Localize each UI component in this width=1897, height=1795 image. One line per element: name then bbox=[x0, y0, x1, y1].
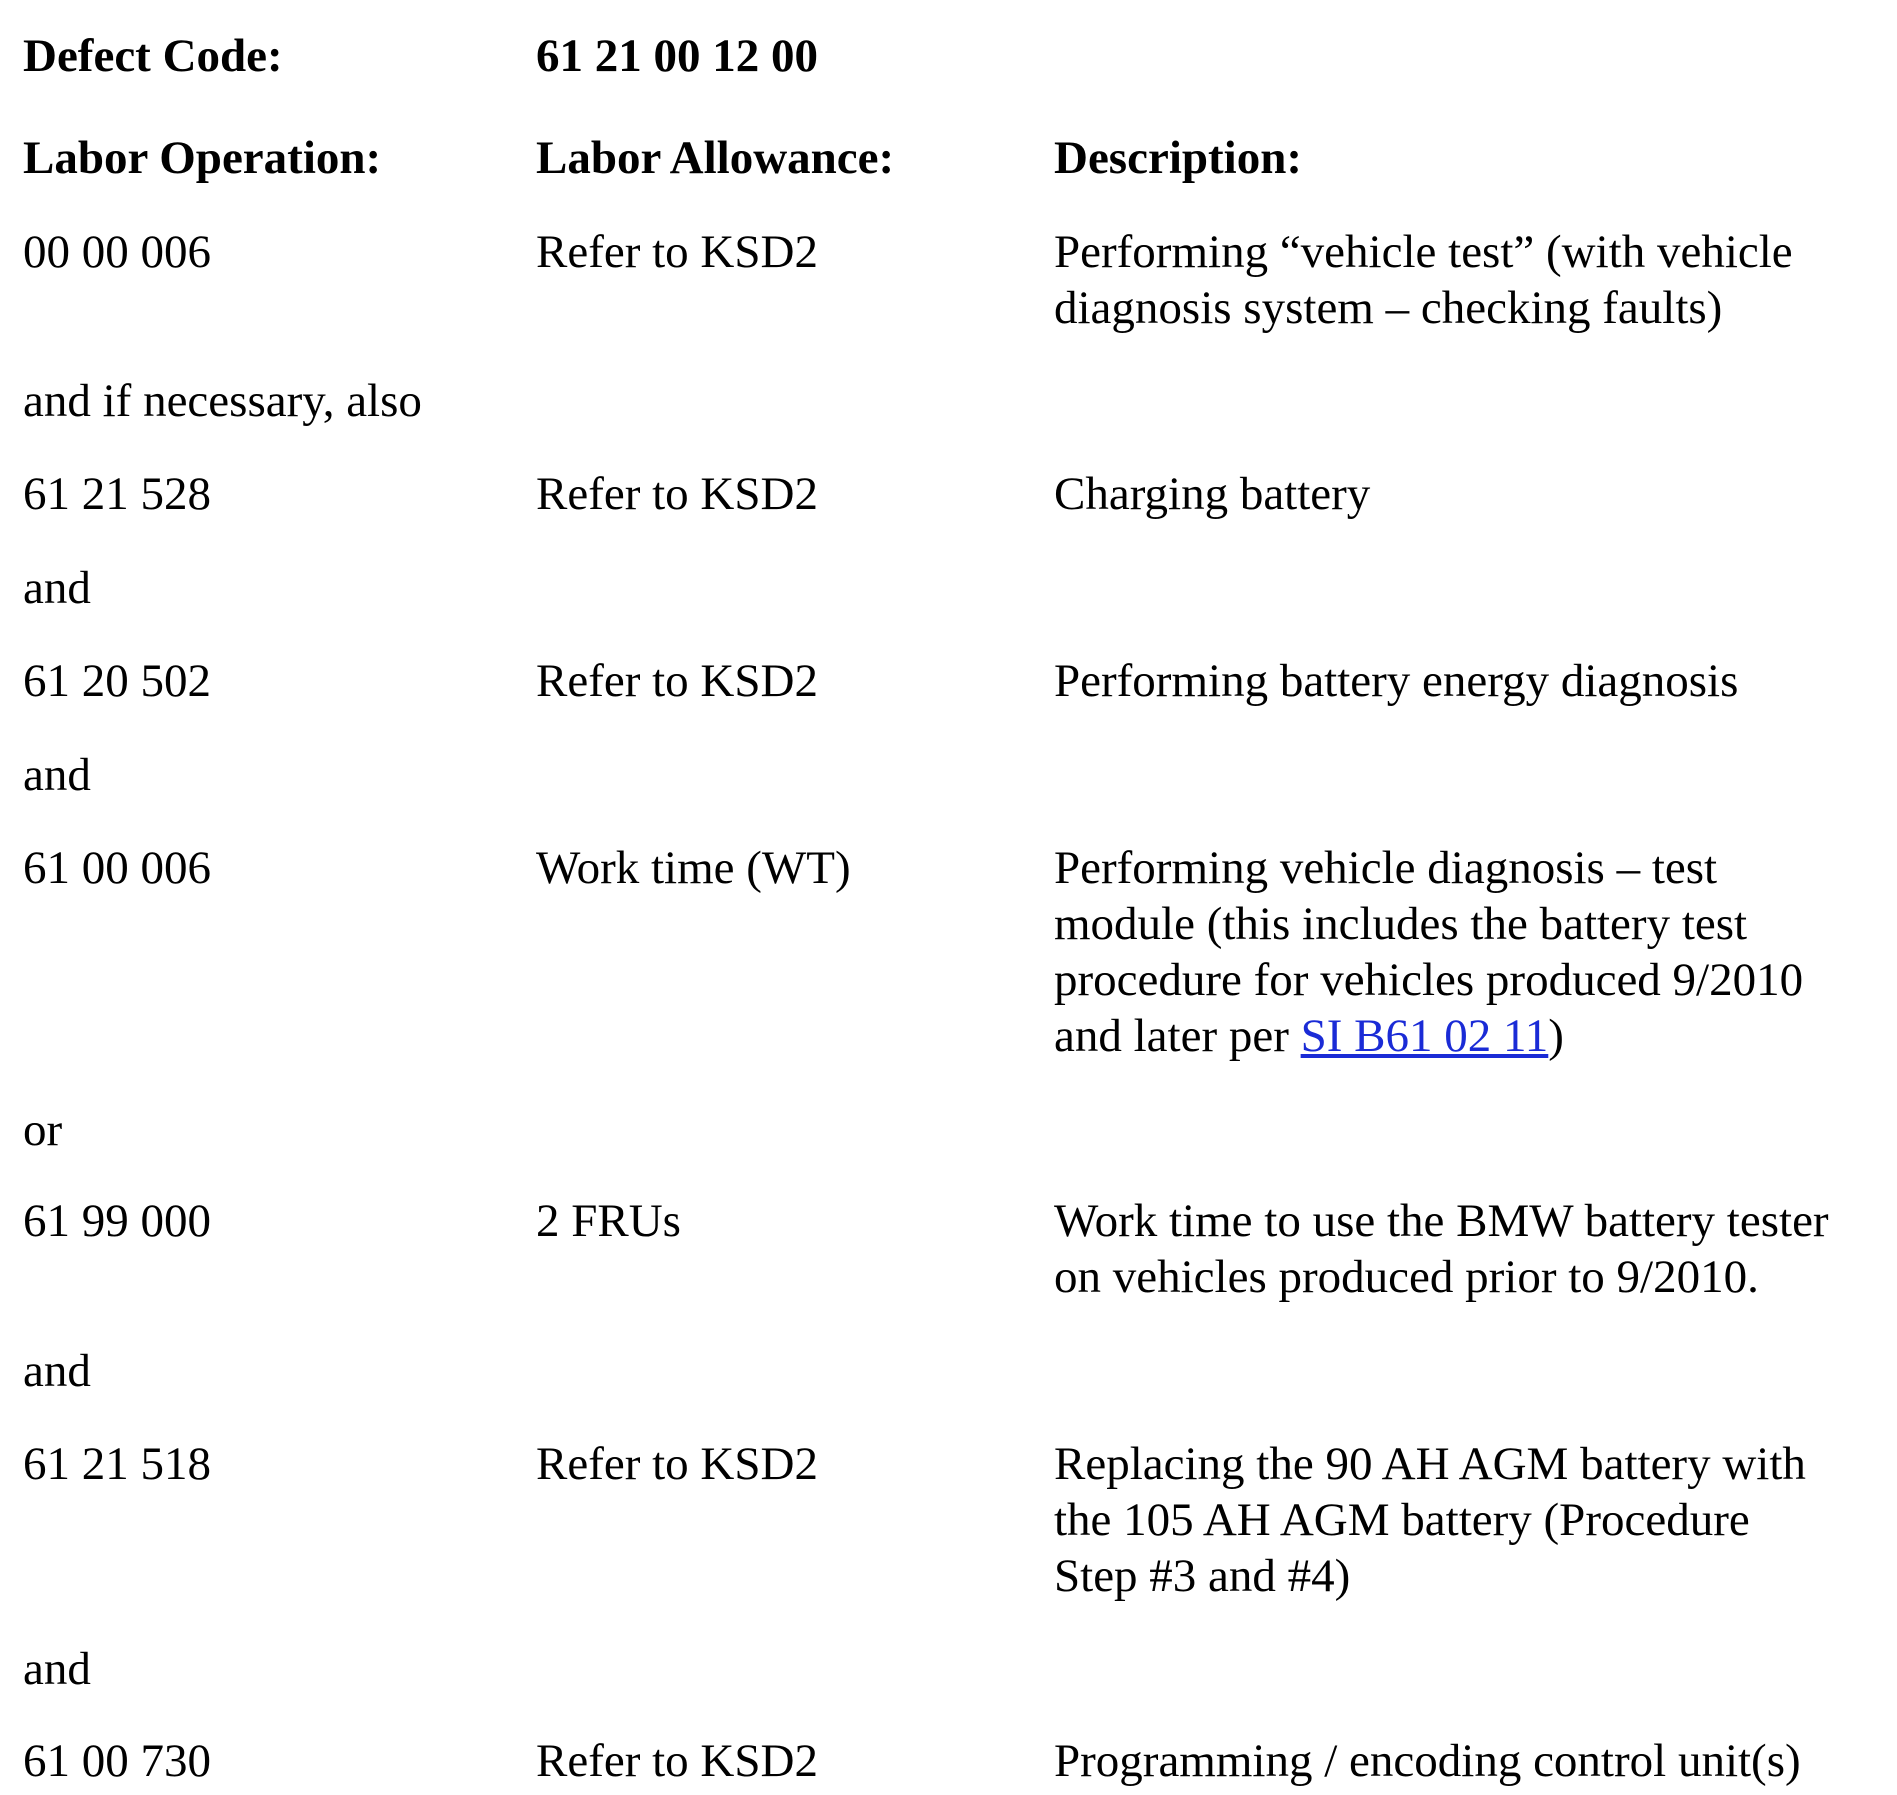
labor-operation-code: 00 00 006 bbox=[23, 226, 211, 278]
description-line: procedure for vehicles produced 9/2010 bbox=[1054, 954, 1804, 1006]
description-prefix: and later per bbox=[1054, 1010, 1301, 1062]
description-line: Programming / encoding control unit(s) bbox=[1054, 1735, 1801, 1787]
labor-operation-code: 61 00 730 bbox=[23, 1735, 211, 1787]
description-line: Replacing the 90 AH AGM battery with bbox=[1054, 1438, 1806, 1490]
description-text bbox=[1054, 466, 1894, 522]
labor-allowance-value: Refer to KSD2 bbox=[536, 655, 818, 707]
labor-allowance-value: Refer to KSD2 bbox=[536, 1438, 818, 1490]
description-text bbox=[1054, 840, 1894, 1064]
description-line: the 105 AH AGM battery (Procedure bbox=[1054, 1494, 1750, 1546]
connector-text: and if necessary, also bbox=[23, 375, 422, 427]
defect-code-label: Defect Code: bbox=[23, 30, 283, 82]
labor-allowance-value: 2 FRUs bbox=[536, 1195, 681, 1247]
labor-allowance-value: Refer to KSD2 bbox=[536, 226, 818, 278]
description-line: module (this includes the battery test bbox=[1054, 898, 1748, 950]
labor-operation-code: 61 21 528 bbox=[23, 468, 211, 520]
description-text bbox=[1054, 1733, 1894, 1789]
labor-allowance-header: Labor Allowance: bbox=[536, 132, 895, 184]
labor-operation-header: Labor Operation: bbox=[23, 132, 382, 184]
description-header: Description: bbox=[1054, 132, 1303, 184]
service-info-link[interactable]: SI B61 02 11 bbox=[1300, 1010, 1549, 1062]
labor-operation-code: 61 20 502 bbox=[23, 655, 211, 707]
connector-text: and bbox=[23, 749, 91, 801]
description-text bbox=[1054, 1193, 1894, 1305]
connector-text: and bbox=[23, 562, 91, 614]
labor-operation-code: 61 00 006 bbox=[23, 842, 211, 894]
description-line: Performing “vehicle test” (with vehicle bbox=[1054, 226, 1793, 278]
labor-operation-code: 61 21 518 bbox=[23, 1438, 211, 1490]
description-line: Performing vehicle diagnosis – test bbox=[1054, 842, 1718, 894]
labor-allowance-value: Refer to KSD2 bbox=[536, 1735, 818, 1787]
defect-code-value: 61 21 00 12 00 bbox=[536, 30, 818, 82]
description-text bbox=[1054, 224, 1894, 336]
description-line: Performing battery energy diagnosis bbox=[1054, 655, 1739, 707]
description-line: on vehicles produced prior to 9/2010. bbox=[1054, 1251, 1759, 1303]
connector-text: and bbox=[23, 1643, 91, 1695]
labor-allowance-value: Work time (WT) bbox=[536, 842, 851, 894]
labor-allowance-value: Refer to KSD2 bbox=[536, 468, 818, 520]
description-line: diagnosis system – checking faults) bbox=[1054, 282, 1723, 334]
description-line: Charging battery bbox=[1054, 468, 1371, 520]
description-text bbox=[1054, 653, 1894, 709]
description-suffix: ) bbox=[1548, 1010, 1564, 1062]
description-line: Step #3 and #4) bbox=[1054, 1550, 1351, 1602]
description-text bbox=[1054, 1436, 1894, 1604]
connector-text: and bbox=[23, 1345, 91, 1397]
labor-operation-code: 61 99 000 bbox=[23, 1195, 211, 1247]
description-line-with-link bbox=[1054, 1008, 1894, 1064]
connector-text: or bbox=[23, 1104, 63, 1156]
description-line: Work time to use the BMW battery tester bbox=[1054, 1195, 1829, 1247]
